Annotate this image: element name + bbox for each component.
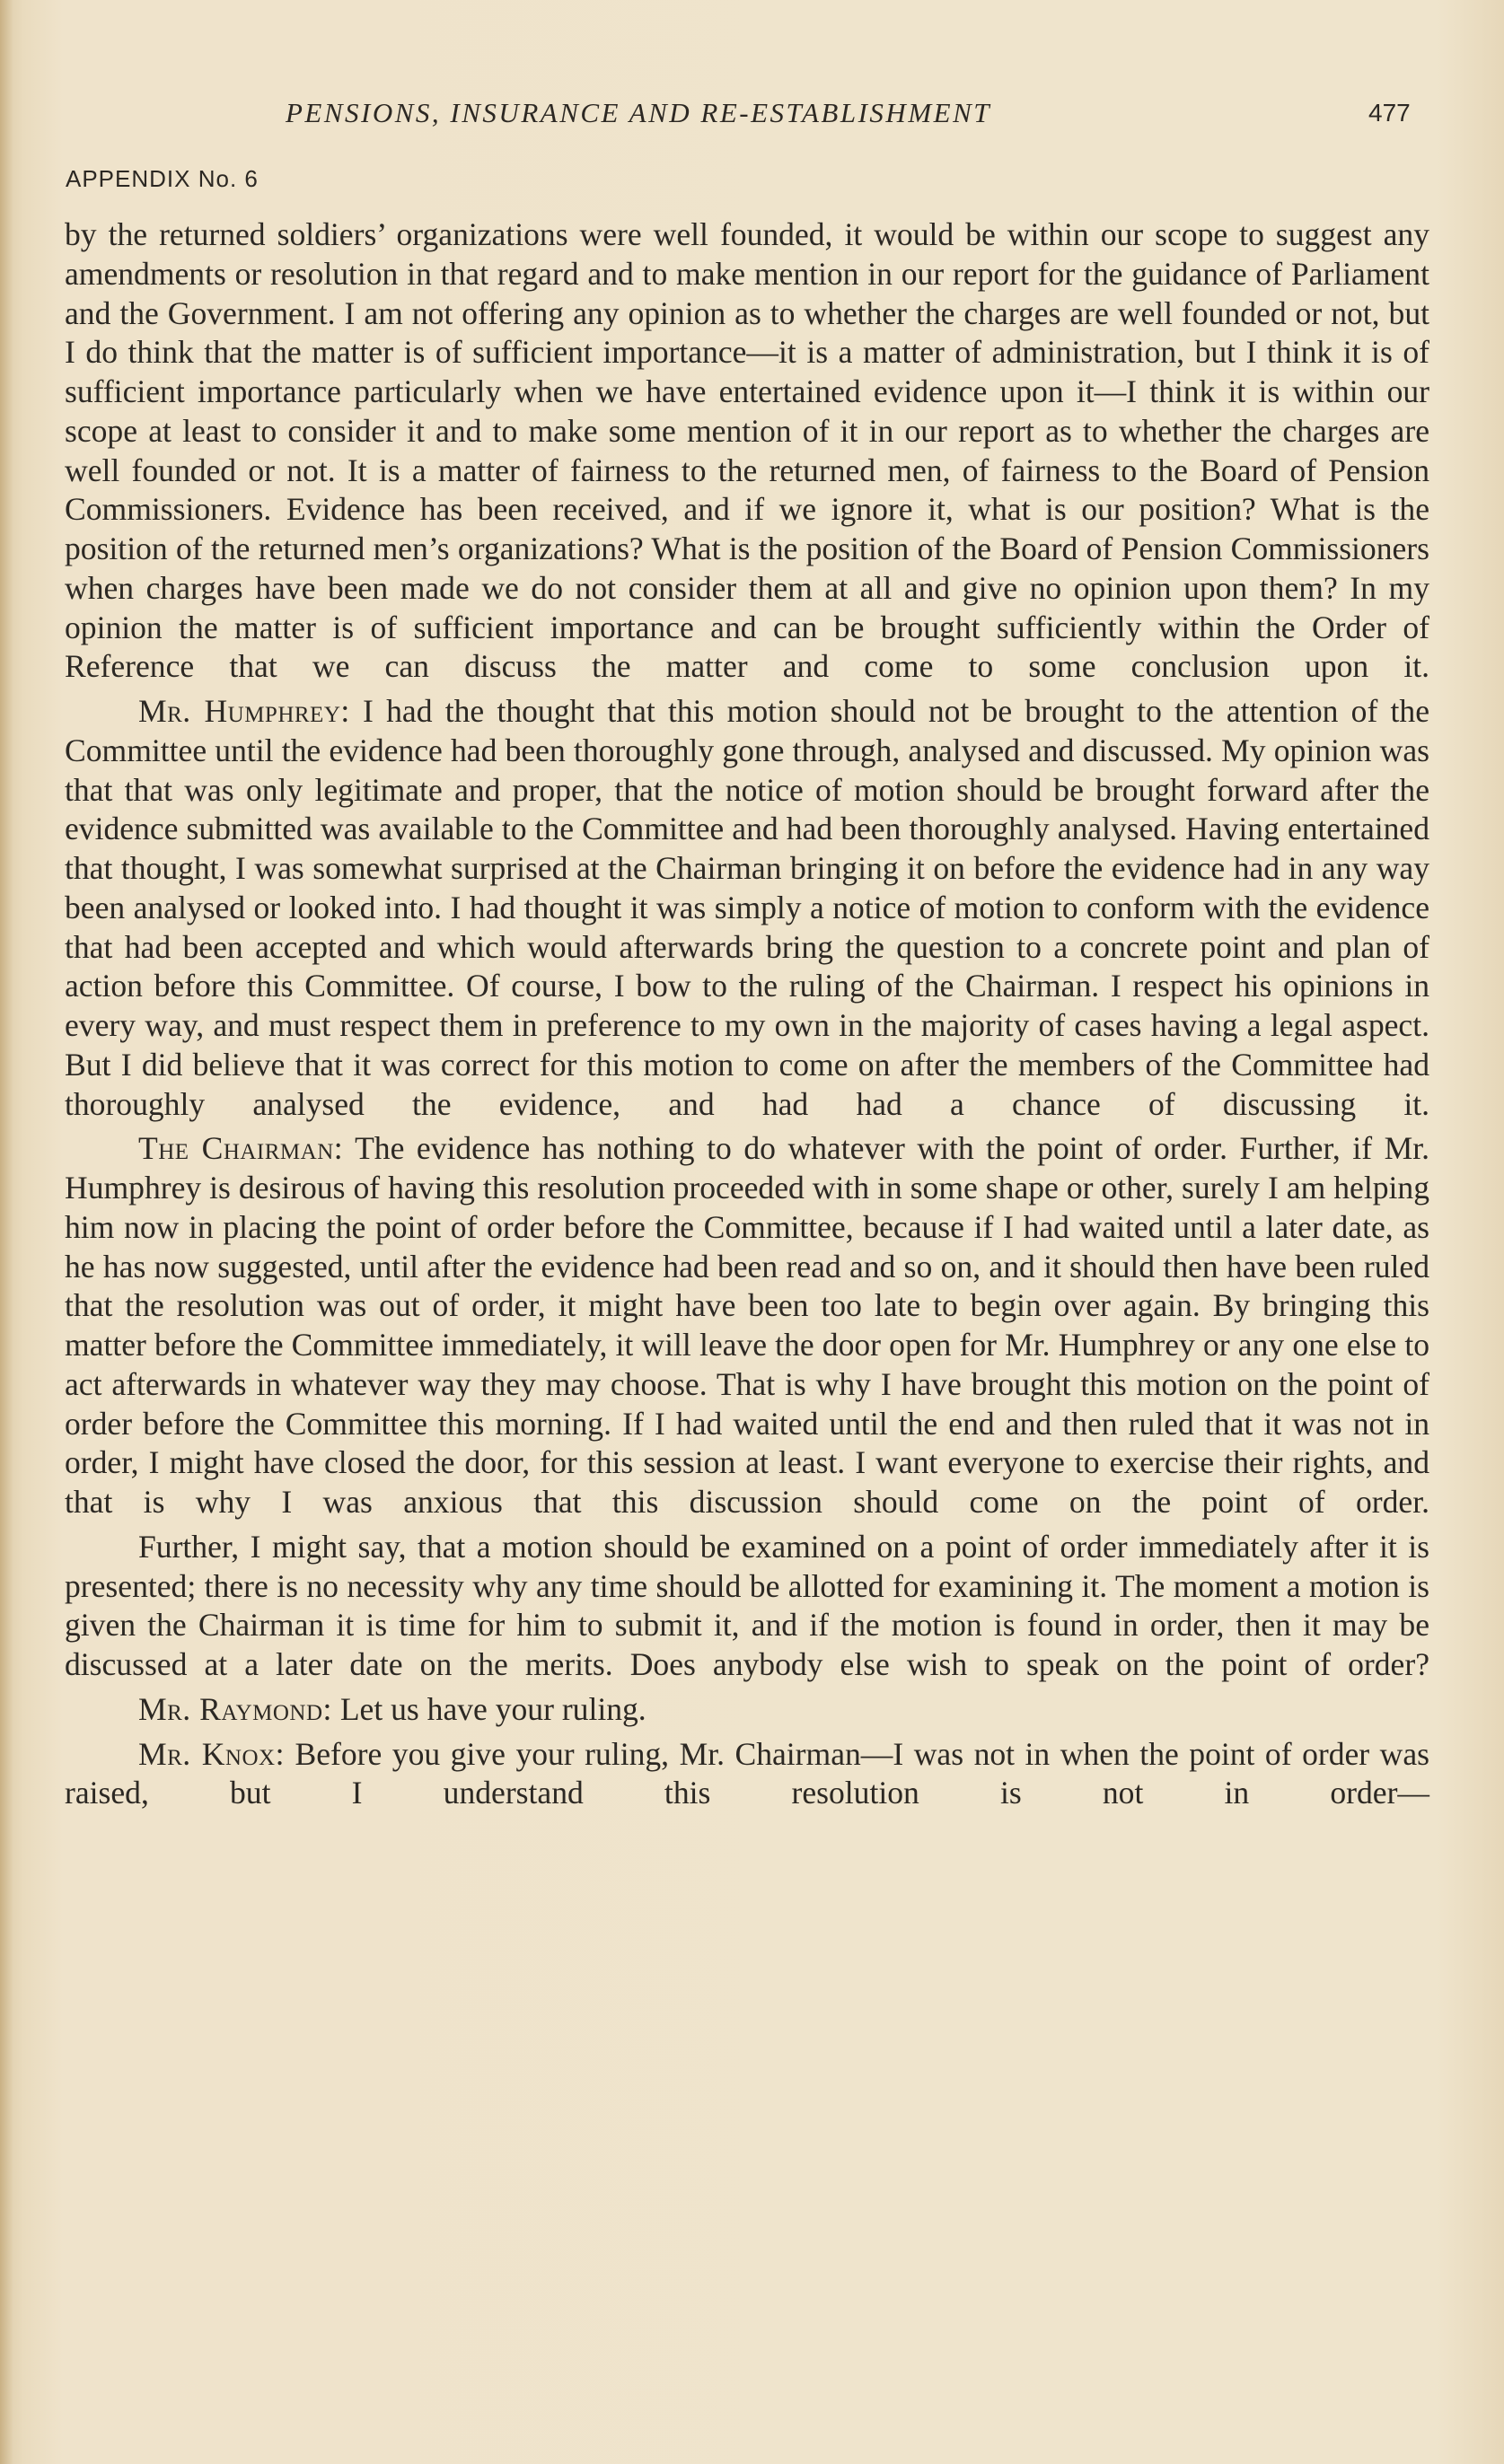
speaker-name: Mr. Knox: [138,1735,285,1772]
paragraph-continuation [65,215,1429,687]
paragraph-chairman-continued [65,1528,1429,1685]
page-body [65,215,1429,1813]
speaker-name: Mr. Humphrey: [138,693,350,729]
paragraph-text: Before you give your ruling, Mr. Chairman—I was not in when the point of order was raised, but I understand this resolution is not in order— [65,1735,1429,1811]
paragraph-text: Let us have your ruling. [339,1690,646,1727]
paragraph-text: Further, I might say, that a motion should be examined on a point of order immediately after it is presented; there is no necessity why any time should be allotted for examining it. The moment a motion is given the Chairman it is time for him to submit it, and if the motion is found in order, then it may be discussed at a later date on the merits. Does anybody else wish to speak on the point of order? [65,1528,1429,1682]
paragraph-text: The evidence has nothing to do whatever with the point of order. Further, if Mr. Humphrey is desirous of having this resolution proceeded with in some shape or other, surely I am helping him now in placing the point of order before the Committee, because if I had waited until a later date, as he has now suggested, until after the evidence had been read and so on, and it should then have been ruled that the resolution was out of order, it might have been too late to begin over again. By bringing this matter before the Committee immediately, it will leave the door open for Mr. Humphrey or any one else to act afterwards in whatever way they may choose. That is why I have brought this motion on the point of order before the Committee this morning. If I had waited until the end and then ruled that it was not in order, I might have closed the door, for this session at least. I want everyone to exercise their rights, and that is why I was anxious that this discussion should come on the point of order. [65,1130,1429,1520]
appendix-label: APPENDIX No. 6 [66,165,259,192]
running-header [0,97,1504,136]
paragraph-humphrey [65,692,1429,1124]
paragraph-knox [65,1735,1429,1814]
paragraph-text: I had the thought that this motion should not be brought to the attention of the Committee until the evidence had been thoroughly gone through, analysed and discussed. My opinion was that that was only legitimate and proper, that the notice of motion should be brought forward after the evidence submitted was available to the Committee and had been thoroughly analysed. Having entertained that thought, I was somewhat surprised at the Chairman bringing it on before the evidence had in any way been analysed or looked into. I had thought it was simply a notice of motion to conform with the evidence that had been accepted and which would afterwards bring the question to a concrete point and plan of action before this Committee. Of course, I bow to the ruling of the Chairman. I respect his opinions in every way, and must respect them in preference to my own in the majority of cases having a legal aspect. But I did believe that it was correct for this motion to come on after the members of the Committee had thoroughly analysed the evidence, and had had a chance of discussing it. [65,693,1430,1122]
running-title: PENSIONS, INSURANCE AND RE-ESTABLISHMENT [286,97,991,128]
page-binding-edge [0,0,13,2464]
paragraph-text: by the returned soldiers’ organizations were well founded, it would be within our scope to suggest any amendments or resolution in that regard and to make mention in our report for the guidance of Parliament and the Government. I am not offering any opinion as to whether the charges are well founded or not, but I do think that the matter is of sufficient importance—it is a matter of administration, but I think it is of sufficient importance particularly when we have entertained evidence upon it—I think it is within our scope at least to consider it and to make some mention of it in our report as to whether the charges are well founded or not. It is a matter of fairness to the returned men, of fairness to the Board of Pension Commissioners. Evidence has been received, and if we ignore it, what is our position? What is the position of the returned men’s organizations? What is the position of the Board of Pension Commissioners when charges have been made we do not consider them at all and give no opinion upon them? In my opinion the matter is of sufficient importance and can be brought sufficiently within the Order of Reference that we can discuss the matter and come to some conclusion upon it. [65,216,1429,685]
speaker-name: Mr. Raymond: [138,1690,332,1727]
speaker-name: The Chairman: [138,1130,344,1167]
paragraph-chairman [65,1129,1429,1522]
page-number: 477 [1368,99,1411,127]
paragraph-raymond [65,1690,1429,1730]
